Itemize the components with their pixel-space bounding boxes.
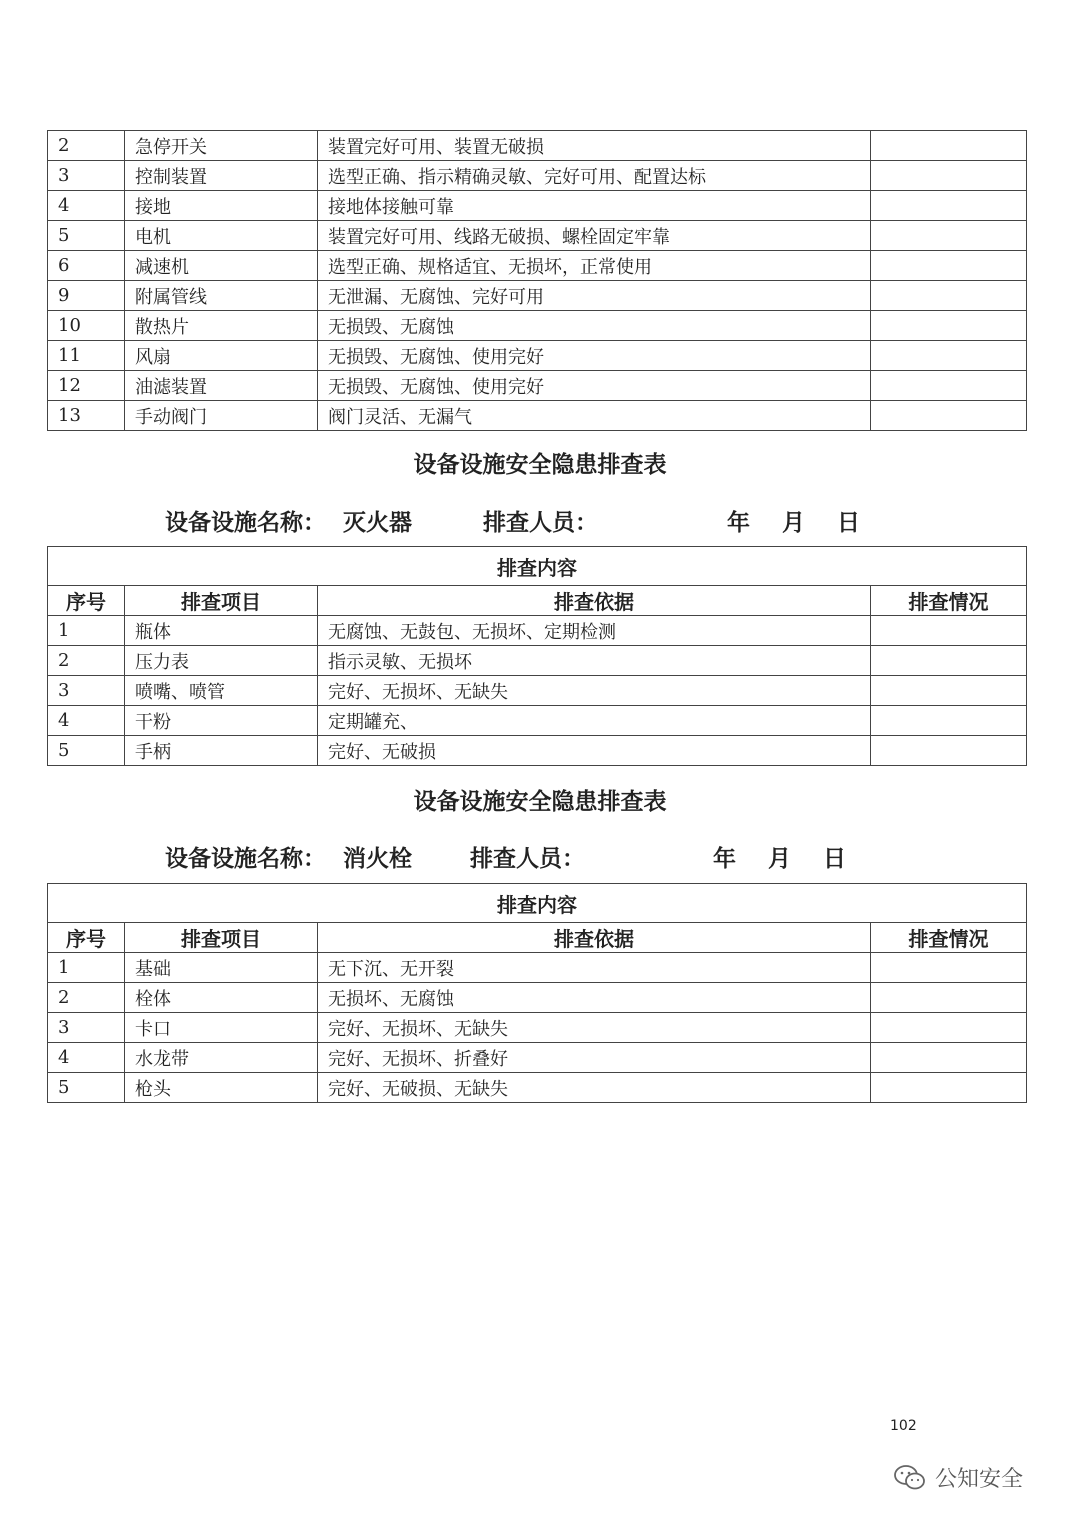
row-item: 基础 — [125, 953, 318, 983]
row-status — [871, 646, 1027, 676]
page-number: 102 — [890, 1418, 917, 1434]
row-basis: 完好、无破损 — [318, 736, 871, 766]
row-index: 3 — [48, 161, 125, 191]
table2-section-header: 排查内容 — [48, 547, 1027, 586]
fire-hydrant-table — [47, 883, 1027, 1103]
table3-body — [48, 953, 1027, 1103]
table-row — [48, 1013, 1027, 1043]
row-status — [871, 281, 1027, 311]
row-status — [871, 131, 1027, 161]
row-basis: 无损毁、无腐蚀、使用完好 — [318, 371, 871, 401]
row-basis: 阀门灵活、无漏气 — [318, 401, 871, 431]
section2-name-label: 设备设施名称： — [165, 509, 326, 536]
row-index: 4 — [48, 706, 125, 736]
table-row — [48, 281, 1027, 311]
row-basis: 完好、无损坏、折叠好 — [318, 1043, 871, 1073]
table2-col-item: 排查项目 — [125, 586, 318, 616]
row-basis: 完好、无损坏、无缺失 — [318, 676, 871, 706]
table-row — [48, 131, 1027, 161]
table3-col-index: 序号 — [48, 923, 125, 953]
row-basis: 装置完好可用、装置无破损 — [318, 131, 871, 161]
row-item: 减速机 — [125, 251, 318, 281]
row-item: 栓体 — [125, 983, 318, 1013]
row-index: 4 — [48, 1043, 125, 1073]
table3-section-header: 排查内容 — [48, 884, 1027, 923]
row-item: 卡口 — [125, 1013, 318, 1043]
table1-body — [48, 131, 1027, 431]
row-index: 5 — [48, 1073, 125, 1103]
row-basis: 接地体接触可靠 — [318, 191, 871, 221]
row-basis: 完好、无损坏、无缺失 — [318, 1013, 871, 1043]
row-status — [871, 953, 1027, 983]
section3-name-label: 设备设施名称： — [165, 845, 326, 872]
section3-title: 设备设施安全隐患排查表 — [413, 788, 667, 815]
row-index: 1 — [48, 616, 125, 646]
row-status — [871, 221, 1027, 251]
row-basis: 无损坏、无腐蚀 — [318, 983, 871, 1013]
row-item: 附属管线 — [125, 281, 318, 311]
row-item: 油滤装置 — [125, 371, 318, 401]
row-status — [871, 616, 1027, 646]
row-basis: 无泄漏、无腐蚀、完好可用 — [318, 281, 871, 311]
row-index: 10 — [48, 311, 125, 341]
table-row — [48, 161, 1027, 191]
section2-inspector-label: 排查人员： — [483, 509, 598, 536]
row-status — [871, 401, 1027, 431]
row-basis: 选型正确、规格适宜、无损坏，正常使用 — [318, 251, 871, 281]
table2-col-index: 序号 — [48, 586, 125, 616]
row-index: 4 — [48, 191, 125, 221]
table-row — [48, 983, 1027, 1013]
table-row — [48, 251, 1027, 281]
section2-date-label: 年 月 日 — [727, 509, 861, 536]
table2-col-basis: 排查依据 — [318, 586, 871, 616]
equipment-table-continued — [47, 130, 1027, 431]
section2-name-value: 灭火器 — [343, 509, 412, 536]
fire-extinguisher-table — [47, 546, 1027, 766]
row-status — [871, 706, 1027, 736]
row-index: 6 — [48, 251, 125, 281]
row-item: 压力表 — [125, 646, 318, 676]
row-basis: 选型正确、指示精确灵敏、完好可用、配置达标 — [318, 161, 871, 191]
table-row — [48, 706, 1027, 736]
row-status — [871, 161, 1027, 191]
row-status — [871, 1043, 1027, 1073]
watermark — [893, 1462, 1023, 1493]
row-status — [871, 983, 1027, 1013]
table-row — [48, 221, 1027, 251]
row-index: 5 — [48, 221, 125, 251]
row-basis: 指示灵敏、无损坏 — [318, 646, 871, 676]
row-status — [871, 371, 1027, 401]
row-status — [871, 191, 1027, 221]
table3-col-item: 排查项目 — [125, 923, 318, 953]
row-index: 12 — [48, 371, 125, 401]
row-item: 瓶体 — [125, 616, 318, 646]
row-item: 散热片 — [125, 311, 318, 341]
watermark-text: 公知安全 — [935, 1467, 1024, 1492]
row-basis: 无损毁、无腐蚀、使用完好 — [318, 341, 871, 371]
row-status — [871, 341, 1027, 371]
row-status — [871, 1073, 1027, 1103]
section3-name-value: 消火栓 — [343, 845, 412, 872]
table-row — [48, 191, 1027, 221]
row-index: 9 — [48, 281, 125, 311]
row-basis: 定期罐充、 — [318, 706, 871, 736]
table-row — [48, 401, 1027, 431]
row-basis: 无腐蚀、无鼓包、无损坏、定期检测 — [318, 616, 871, 646]
row-status — [871, 1013, 1027, 1043]
row-basis: 完好、无破损、无缺失 — [318, 1073, 871, 1103]
section2-title: 设备设施安全隐患排查表 — [413, 451, 667, 478]
row-item: 急停开关 — [125, 131, 318, 161]
row-status — [871, 676, 1027, 706]
row-basis: 装置完好可用、线路无破损、螺栓固定牢靠 — [318, 221, 871, 251]
row-status — [871, 311, 1027, 341]
table-row — [48, 676, 1027, 706]
table-row — [48, 646, 1027, 676]
row-index: 5 — [48, 736, 125, 766]
table2-body — [48, 616, 1027, 766]
table3-col-basis: 排查依据 — [318, 923, 871, 953]
row-item: 枪头 — [125, 1073, 318, 1103]
row-item: 风扇 — [125, 341, 318, 371]
row-index: 1 — [48, 953, 125, 983]
row-basis: 无下沉、无开裂 — [318, 953, 871, 983]
row-item: 手柄 — [125, 736, 318, 766]
wechat-icon — [893, 1464, 927, 1492]
table-row — [48, 1073, 1027, 1103]
row-status — [871, 251, 1027, 281]
table-row — [48, 953, 1027, 983]
row-item: 电机 — [125, 221, 318, 251]
table-row — [48, 311, 1027, 341]
row-index: 2 — [48, 131, 125, 161]
row-item: 接地 — [125, 191, 318, 221]
section3-inspector-label: 排查人员： — [470, 845, 585, 872]
row-item: 喷嘴、喷管 — [125, 676, 318, 706]
table-row — [48, 341, 1027, 371]
row-item: 干粉 — [125, 706, 318, 736]
row-status — [871, 736, 1027, 766]
table-row — [48, 371, 1027, 401]
row-basis: 无损毁、无腐蚀 — [318, 311, 871, 341]
row-index: 11 — [48, 341, 125, 371]
row-item: 手动阀门 — [125, 401, 318, 431]
table-row — [48, 1043, 1027, 1073]
row-item: 控制装置 — [125, 161, 318, 191]
row-index: 3 — [48, 1013, 125, 1043]
table-row — [48, 616, 1027, 646]
row-index: 2 — [48, 983, 125, 1013]
row-index: 13 — [48, 401, 125, 431]
row-index: 2 — [48, 646, 125, 676]
row-item: 水龙带 — [125, 1043, 318, 1073]
table3-col-status: 排查情况 — [871, 923, 1027, 953]
table-row — [48, 736, 1027, 766]
row-index: 3 — [48, 676, 125, 706]
section3-date-label: 年 月 日 — [713, 845, 847, 872]
table2-col-status: 排查情况 — [871, 586, 1027, 616]
